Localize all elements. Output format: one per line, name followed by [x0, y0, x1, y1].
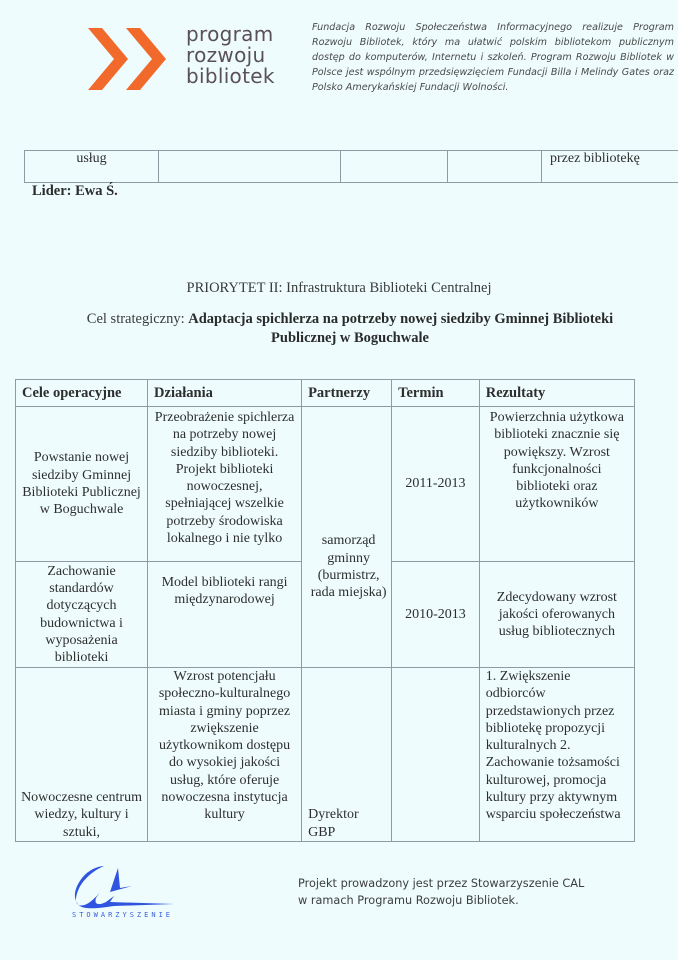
table-cell: przez bibliotekę: [542, 151, 678, 183]
table-row: [16, 407, 635, 562]
column-header-termin: Termin: [392, 380, 480, 407]
cell-termin: [392, 668, 480, 842]
table-cell: [341, 151, 448, 183]
strategic-goal-value: Adaptacja spichlerza na potrzeby nowej siedziby Gminnej Biblioteki Publicznej w Boguchwale: [188, 311, 614, 346]
logo-line-3: bibliotek: [186, 64, 275, 88]
footer-note: [298, 875, 584, 909]
cell-dzialania: Przeobrażenie spichlerza na potrzeby nowej siedziby biblioteki. Projekt biblioteki nowoczesnej, spełniającej wszelkie potrzeby środowiska lokalnego i nie tylko: [148, 407, 302, 562]
previous-table-fragment: [24, 150, 678, 183]
leader-label: Lider: Ewa Ś.: [32, 183, 118, 199]
cell-cel: Zachowanie standardów dotyczących budownictwa i wyposażenia biblioteki: [16, 562, 148, 668]
footer-line-2: w ramach Programu Rozwoju Bibliotek.: [298, 894, 519, 907]
column-header-rezultaty: Rezultaty: [479, 380, 634, 407]
cell-partnerzy: Dyrektor GBP: [302, 668, 392, 842]
cell-cel: Nowoczesne centrum wiedzy, kultury i sztuki,: [16, 668, 148, 842]
cell-partnerzy: [302, 407, 392, 668]
cell-dzialania: Wzrost potencjału społeczno-kulturalnego miasta i gminy poprzez zwiększenie użytkownikom dostępu do wysokiej jakości usług, które oferuje nowoczesna instytucja kultury: [148, 668, 302, 842]
header-note: Fundacja Rozwoju Społeczeństwa Informacyjnego realizuje Program Rozwoju Bibliotek, który ma ułatwić polskim bibliotekom publicznym dostęp do komputerów, Internetu i szkoleń. Program Rozwoju Bibliotek w Polsce jest wspólnym przedsięwzięciem Fundacji Billa i Melindy Gates oraz Polsko Amerykańskiej Fundacji Wolności.: [312, 22, 674, 93]
column-header-dzialania: Działania: [148, 380, 302, 407]
cell-dzialania: Model biblioteki rangi międzynarodowej: [148, 562, 302, 668]
program-rozwoju-bibliotek-logo-icon: [88, 28, 168, 90]
column-header-partnerzy: Partnerzy: [302, 380, 392, 407]
footer-line-1: Projekt prowadzony jest przez Stowarzyszenie CAL: [298, 877, 585, 890]
table-header-row: [16, 380, 635, 407]
table-cell: [448, 151, 542, 183]
table-row: [16, 668, 635, 842]
strategic-goal-label: Cel strategiczny:: [86, 311, 189, 327]
table-cell: usług: [25, 151, 159, 183]
strategic-goal: [60, 310, 640, 348]
table-row: [25, 151, 678, 183]
table-cell: [159, 151, 341, 183]
logo-line-1: program: [186, 22, 274, 46]
logo-line-2: rozwoju: [186, 43, 266, 67]
cell-termin: 2011-2013: [392, 407, 480, 562]
priority-heading: PRIORYTET II: Infrastruktura Biblioteki Centralnej: [186, 280, 492, 296]
cell-rezultaty: Zdecydowany wzrost jakości oferowanych usług bibliotecznych: [479, 562, 634, 668]
column-header-cele: Cele operacyjne: [16, 380, 148, 407]
footer-logo-label: STOWARZYSZENIE: [72, 911, 174, 919]
logo-wordmark: [186, 24, 275, 87]
partnerzy-text: samorząd gminny (burmistrz, rada miejska): [310, 533, 387, 601]
cell-rezultaty: 1. Zwiększenie odbiorców przedstawionych przez bibliotekę propozycji kulturalnych 2. Zachowanie tożsamości kulturowej, promocja kultury przy aktywnym wsparciu społeczeństwa: [479, 668, 634, 842]
cell-cel: Powstanie nowej siedziby Gminnej Biblioteki Publicznej w Boguchwale: [16, 407, 148, 562]
operational-goals-table: [15, 379, 635, 842]
cell-termin: 2010-2013: [392, 562, 480, 668]
cell-rezultaty: Powierzchnia użytkowa biblioteki znacznie się powiększy. Wzrost funkcjonalności biblioteki oraz użytkowników: [479, 407, 634, 562]
